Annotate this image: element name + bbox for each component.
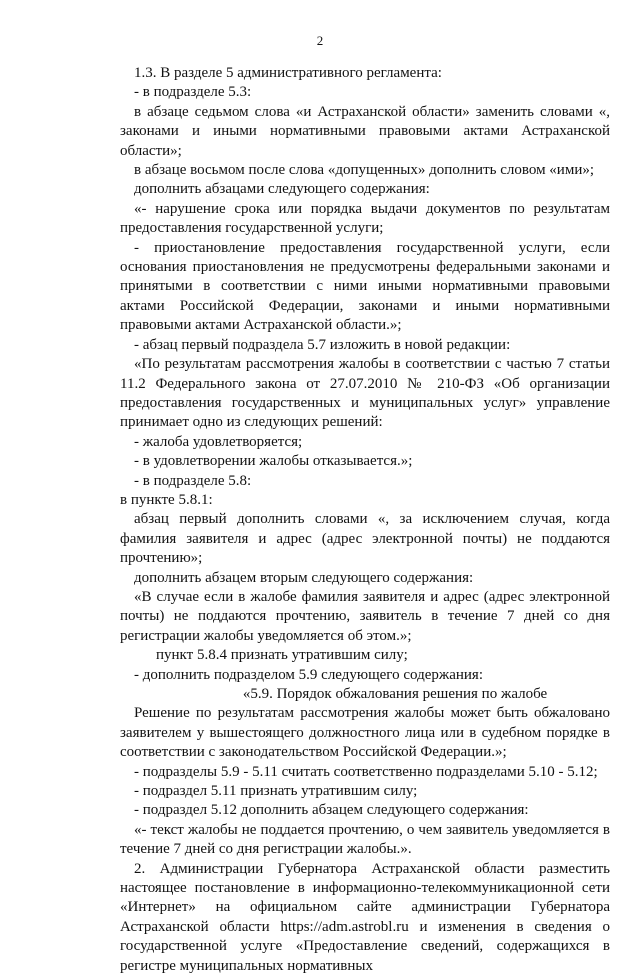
paragraph-abzac-first-add: абзац первый дополнить словами «, за исключением случая, когда фамилия заявителя и адрес (адрес электронной почты) не поддаются прочтению»; bbox=[120, 511, 610, 567]
paragraph-5-11-void: - подраздел 5.11 признать утратившим силу; bbox=[134, 783, 418, 800]
paragraph-complaint-satisfied: - жалоба удовлетворяется; bbox=[134, 433, 303, 450]
paragraph-title-5-9: «5.9. Порядок обжалования решения по жалобе bbox=[242, 686, 548, 702]
paragraph-results-review: «По результатам рассмотрения жалобы в соответствии с частью 7 статьи 11.2 Федерального закона от 27.07.2010 № 210-ФЗ «Об организации предоставления государственных и муниципальных услуг» управление принимает одно из следующих решений: bbox=[120, 356, 610, 431]
paragraph-abzac-8: в абзаце восьмом после слова «допущенных» дополнить словом «ими»; bbox=[134, 162, 595, 179]
paragraph-point-5-8-1: в пункте 5.8.1: bbox=[120, 491, 213, 508]
paragraph-unreadable-case: «В случае если в жалобе фамилия заявителя и адрес (адрес электронной почты) не поддаются прочтению, заявитель в течение 7 дней со дня регистрации жалобы уведомляется об этом.»; bbox=[120, 588, 610, 644]
paragraph-abzac-7: в абзаце седьмом слова «и Астраханской области» заменить словами «, законами и иными нормативными правовыми актами Астраханской области»; bbox=[120, 103, 610, 159]
paragraph-suspension: - приостановление предоставления государственной услуги, если основания приостановления не предусмотрены федеральными законами и принятыми в соответствии с ними иными нормативными правовыми актами Российской Федерации, законами и иными нормативными правовыми актами Астраханской области.»; bbox=[120, 239, 610, 334]
paragraph-add-subsection-5-9: - дополнить подразделом 5.9 следующего содержания: bbox=[134, 666, 483, 683]
paragraph-renumber: - подразделы 5.9 - 5.11 считать соответственно подразделами 5.10 - 5.12; bbox=[134, 763, 598, 780]
document-body bbox=[120, 64, 610, 976]
page-number: 2 bbox=[316, 33, 324, 48]
paragraph-subsection-5-3: - в подразделе 5.3: bbox=[134, 84, 252, 101]
paragraph-appeal-decision: Решение по результатам рассмотрения жалобы может быть обжаловано заявителем у вышестоящего должностного лица или в судебном порядке в соответствии с законодательством Российской Федерации.»; bbox=[120, 705, 610, 761]
paragraph-5-12-add: - подраздел 5.12 дополнить абзацем следующего содержания: bbox=[134, 802, 529, 819]
paragraph-point-2: 2. Администрации Губернатора Астраханской области разместить настоящее постановление в информационно-телекоммуникационной сети «Интернет» на официальном сайте администрации Губернатора Астраханской области https://adm.astrobl.ru и изменения в сведения о государственной услуге «Предоставление сведений, содержащихся в регистре муниципальных нормативных bbox=[120, 860, 610, 974]
paragraph-subsection-5-8: - в подразделе 5.8: bbox=[134, 472, 252, 489]
paragraph-subsection-5-7: - абзац первый подраздела 5.7 изложить в новой редакции: bbox=[134, 336, 511, 353]
paragraph-unreadable-text: «- текст жалобы не поддается прочтению, о чем заявитель уведомляется в течение 7 дней со дня регистрации жалобы.». bbox=[120, 821, 610, 858]
paragraph-complaint-refused: - в удовлетворении жалобы отказывается.»; bbox=[134, 453, 413, 470]
paragraph-add-abzacy: дополнить абзацами следующего содержания: bbox=[134, 181, 430, 198]
paragraph-point-5-8-4: пункт 5.8.4 признать утратившим силу; bbox=[156, 647, 408, 664]
paragraph-violation-deadline: «- нарушение срока или порядка выдачи документов по результатам предоставления государственной услуги; bbox=[120, 200, 610, 237]
paragraph-add-abzac-second: дополнить абзацем вторым следующего содержания: bbox=[134, 569, 474, 586]
paragraph-section-1-3: 1.3. В разделе 5 административного регламента: bbox=[134, 65, 442, 81]
